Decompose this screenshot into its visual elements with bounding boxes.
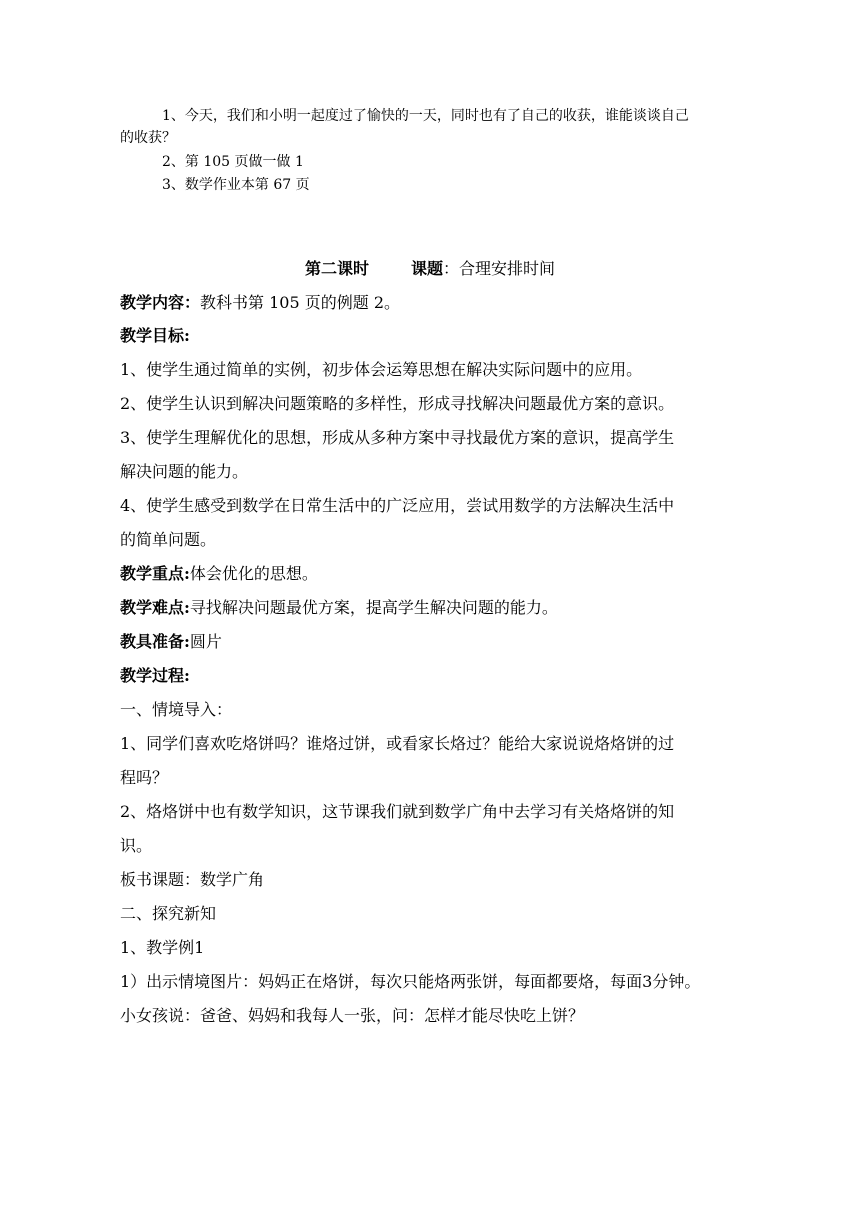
teaching-content bbox=[120, 292, 736, 314]
objective-line-1: 1、使学生通过简单的实例，初步体会运筹思想在解决实际问题中的应用。 bbox=[120, 360, 643, 379]
previous-item-2-text: 2、第 105 页做一做 1 bbox=[162, 154, 304, 170]
lesson-heading bbox=[0, 258, 860, 280]
materials bbox=[120, 631, 736, 653]
previous-item-1-line1: 1、今天，我们和小明一起度过了愉快的一天，同时也有了自己的收获，谁能谈谈自己 bbox=[162, 108, 689, 124]
previous-item-1-line2: 的收获？ bbox=[120, 130, 176, 146]
key-point-value: 体会优化的思想。 bbox=[189, 564, 318, 583]
objective-line-2: 2、使学生认识到解决问题策略的多样性，形成寻找解决问题最优方案的意识。 bbox=[120, 394, 675, 413]
process-line-10: 小女孩说：爸爸、妈妈和我每人一张，问：怎样才能尽快吃上饼？ bbox=[120, 1006, 585, 1025]
process-line-9: 1）出示情境图片：妈妈正在烙饼，每次只能烙两张饼，每面都要烙，每面3分钟。 bbox=[120, 972, 701, 991]
lesson-topic-label: 课题 bbox=[410, 259, 443, 278]
objective-line-3: 3、使学生理解优化的思想，形成从多种方案中寻找最优方案的意识，提高学生 bbox=[120, 428, 675, 447]
process-line-6: 板书课题：数学广角 bbox=[120, 870, 265, 889]
process-label: 教学过程: bbox=[120, 666, 190, 685]
materials-value: 圆片 bbox=[189, 632, 222, 651]
previous-item-3 bbox=[120, 174, 736, 196]
process-line-5: 识。 bbox=[120, 836, 153, 855]
process-line-2: 1、同学们喜欢吃烙饼吗？谁烙过饼，或看家长烙过？能给大家说说烙烙饼的过 bbox=[120, 734, 675, 753]
objective-line-6: 的简单问题。 bbox=[120, 530, 217, 549]
process-line-4: 2、烙烙饼中也有数学知识，这节课我们就到数学广角中去学习有关烙烙饼的知 bbox=[120, 802, 675, 821]
previous-item-1 bbox=[120, 105, 736, 127]
difficulty-value: 寻找解决问题最优方案，提高学生解决问题的能力。 bbox=[189, 598, 558, 617]
process-line-1: 一、情境导入： bbox=[120, 700, 233, 719]
process-line-8: 1、教学例1 bbox=[120, 938, 205, 957]
previous-item-2 bbox=[120, 151, 736, 173]
difficulty-label: 教学难点: bbox=[120, 598, 190, 617]
difficulty bbox=[120, 597, 736, 619]
objective-line-5: 4、使学生感受到数学在日常生活中的广泛应用，尝试用数学的方法解决生活中 bbox=[120, 496, 675, 515]
previous-item-1-cont bbox=[120, 127, 736, 149]
process-line-3: 程吗？ bbox=[120, 768, 169, 787]
key-point bbox=[120, 563, 736, 585]
teaching-content-label: 教学内容： bbox=[120, 293, 201, 312]
lesson-topic-colon: ： bbox=[443, 259, 460, 278]
objectives-label: 教学目标: bbox=[120, 326, 190, 345]
lesson-topic: 合理安排时间 bbox=[459, 259, 556, 278]
lesson-period: 第二课时 bbox=[304, 259, 369, 278]
previous-item-3-text: 3、数学作业本第 67 页 bbox=[162, 177, 310, 193]
teaching-content-value: 教科书第 105 页的例题 2。 bbox=[200, 293, 400, 312]
objective-line-4: 解决问题的能力。 bbox=[120, 462, 249, 481]
key-point-label: 教学重点: bbox=[120, 564, 190, 583]
process-line-7: 二、探究新知 bbox=[120, 904, 217, 923]
materials-label: 教具准备: bbox=[120, 632, 190, 651]
